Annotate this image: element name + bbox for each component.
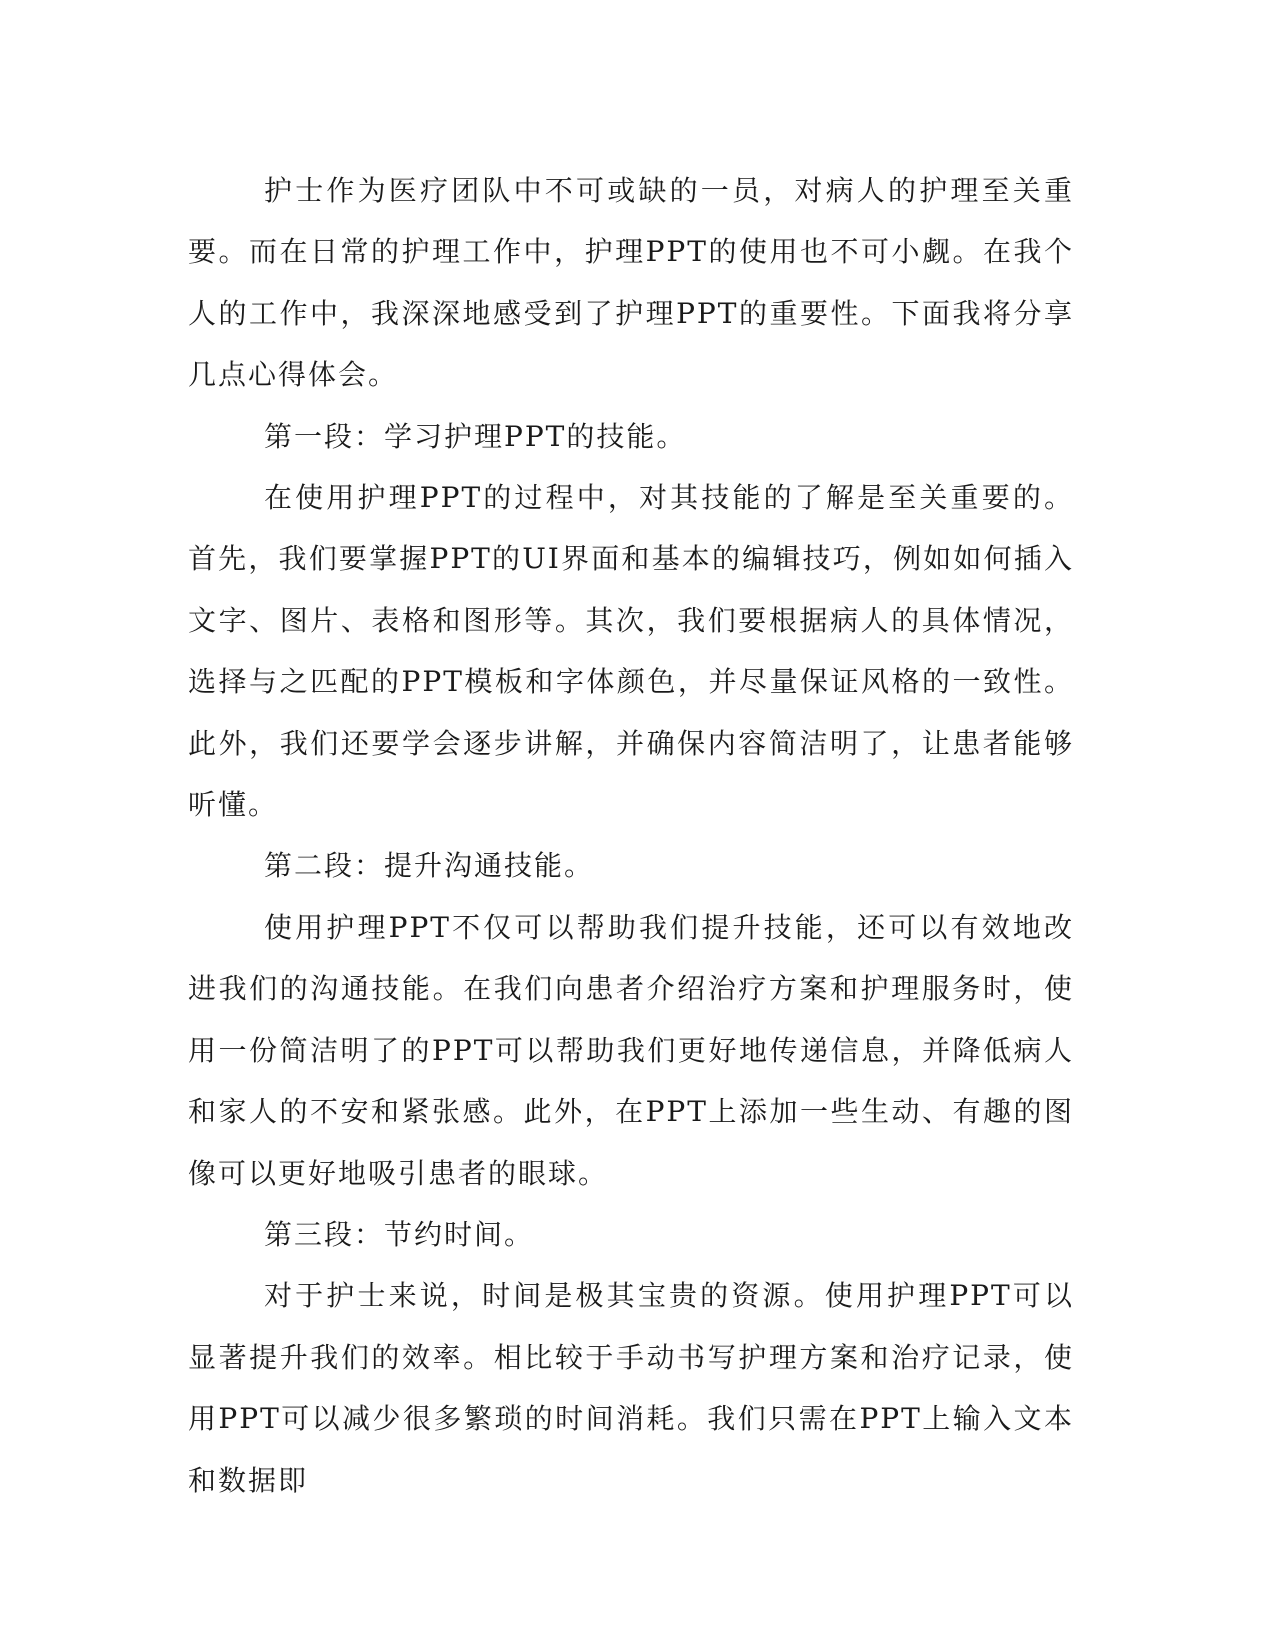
document-body [188, 160, 1074, 1511]
section-heading-1: 第一段：学习护理PPT的技能。 [264, 419, 687, 453]
section-heading-2: 第二段：提升沟通技能。 [264, 849, 595, 883]
section-paragraph-3: 对于护士来说，时间是极其宝贵的资源。使用护理PPT可以显著提升我们的效率。相比较于手动书写护理方案和治疗记录，使用PPT可以减少很多繁琐的时间消耗。我们只需在PPT上输入文本和数据即 [188, 1279, 1074, 1497]
section-paragraph-1: 在使用护理PPT的过程中，对其技能的了解是至关重要的。首先，我们要掌握PPT的UI界面和基本的编辑技巧，例如如何插入文字、图片、表格和图形等。其次，我们要根据病人的具体情况，选择与之匹配的PPT模板和字体颜色，并尽量保证风格的一致性。此外，我们还要学会逐步讲解，并确保内容简洁明了，让患者能够听懂。 [188, 481, 1074, 822]
section-paragraph-2: 使用护理PPT不仅可以帮助我们提升技能，还可以有效地改进我们的沟通技能。在我们向患者介绍治疗方案和护理服务时，使用一份简洁明了的PPT可以帮助我们更好地传递信息，并降低病人和家人的不安和紧张感。此外，在PPT上添加一些生动、有趣的图像可以更好地吸引患者的眼球。 [188, 910, 1074, 1190]
section-heading-3: 第三段：节约时间。 [264, 1217, 535, 1251]
intro-paragraph: 护士作为医疗团队中不可或缺的一员，对病人的护理至关重要。而在日常的护理工作中，护理PPT的使用也不可小觑。在我个人的工作中，我深深地感受到了护理PPT的重要性。下面我将分享几点心得体会。 [188, 174, 1074, 392]
